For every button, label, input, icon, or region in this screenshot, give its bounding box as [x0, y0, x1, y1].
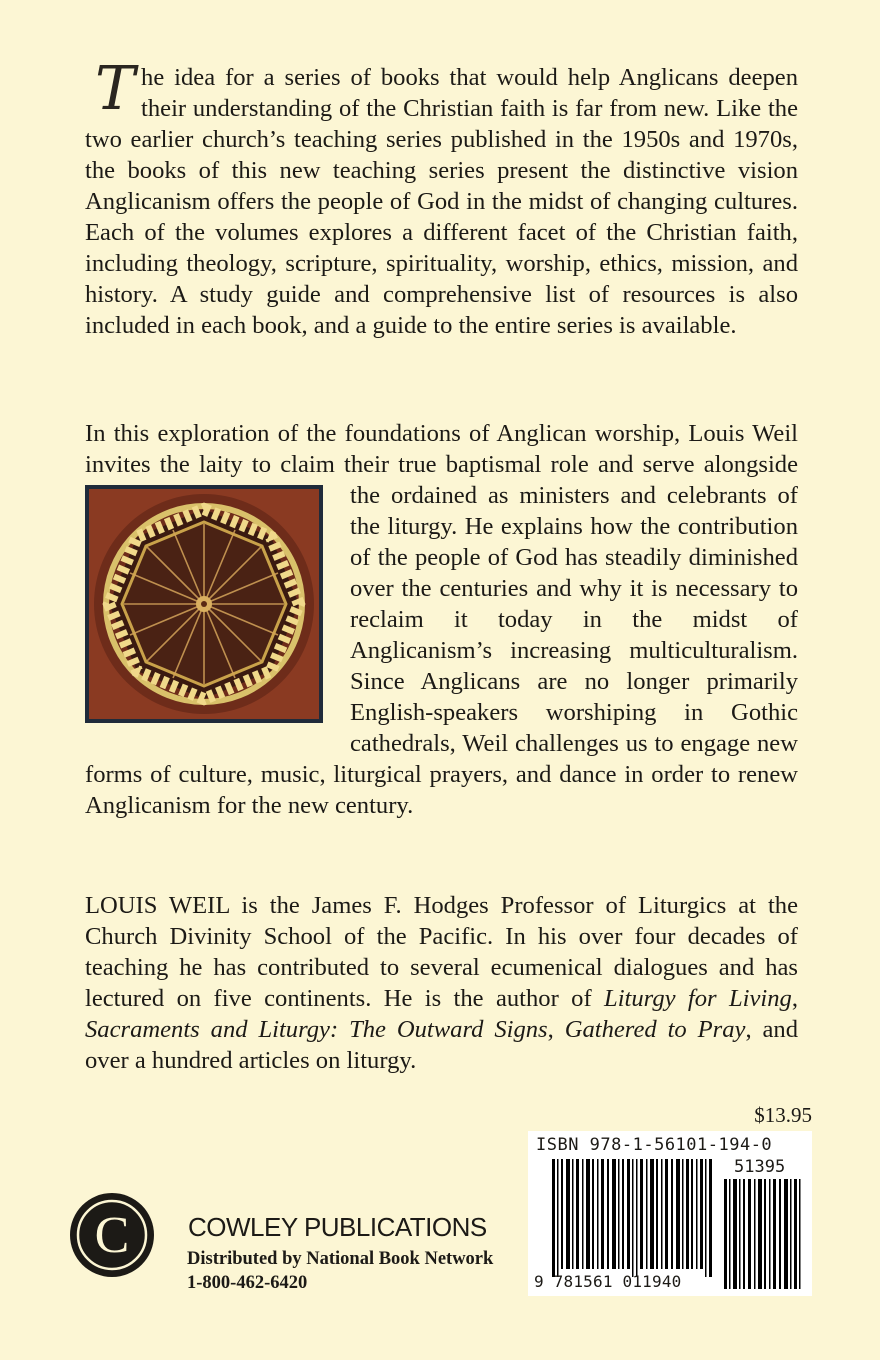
drop-cap: T [95, 54, 136, 124]
description-lead: In this exploration of the foundations of Anglican worship, Louis Weil invites the laity to claim their true baptismal role [85, 420, 798, 478]
book-title-sacraments-and-liturgy: Sacraments and Liturgy: The Outward Signs [85, 1016, 548, 1043]
publisher-name: COWLEY PUBLICATIONS [188, 1212, 487, 1242]
description-text: and serve alongside the ordained as ministers and celebrants of the liturgy. He explains how the contribution of the people of God has steadily diminished over the centuries and why it is necessary to reclaim it today in the midst of Anglicanism’s increasing multiculturalism. Since Anglicans are no longer primarily English-speakers worshiping in Gothic cathedrals, Weil challenges us to engage new forms of culture, music, liturgical prayers, and dance in order to renew Anglicanism for the new century. [85, 451, 799, 819]
publisher-phone: 1-800-462-6420 [187, 1273, 308, 1293]
price-label: $13.95 [754, 1103, 812, 1127]
author-bio-paragraph [85, 890, 798, 1076]
intro-text: he idea for a series of books that would help Anglicans deepen their understanding of the Christian faith is far from new. Like the two earlier church’s teaching series published in the 1950s and 1970s, the books of this new teaching series present the distinctive vision Anglicanism offers the people of God in the midst of changing cultures. Each of the volumes explores a different facet of the Christian faith, including theology, scripture, spirituality, worship, ethics, mission, and history. A study guide and comprehensive list of resources is also included in each book, and a guide to the entire series is available. [85, 64, 798, 339]
barcode [528, 1131, 812, 1296]
price-code: 51395 [734, 1157, 786, 1177]
cathedral-dome-image [85, 485, 323, 723]
logo-letter: C [94, 1207, 130, 1264]
author-bio-outro: , and over a hundred articles on liturgy. [85, 1016, 799, 1074]
isbn-label: ISBN 978-1-56101-194-0 [536, 1135, 773, 1155]
intro-paragraph [85, 54, 798, 341]
cowley-logo-icon [67, 1190, 157, 1280]
book-title-liturgy-for-living: Liturgy for Living [604, 985, 792, 1012]
distributor-line: Distributed by National Book Network [187, 1249, 494, 1269]
author-bio-intro: LOUIS WEIL is the James F. Hodges Professor of Liturgics at the Church Divinity School of the Pacific. In his over four decades of teaching he has contributed to several ecumenical dialogues and has lectured on five continents. He is the author of [85, 892, 798, 1012]
bio-separator: , [547, 1016, 554, 1043]
bio-separator: , [791, 985, 798, 1012]
description-paragraph [85, 418, 798, 821]
book-title-gathered-to-pray: Gathered to Pray [564, 1016, 746, 1043]
isbn-digits: 9 781561 011940 [534, 1272, 682, 1291]
